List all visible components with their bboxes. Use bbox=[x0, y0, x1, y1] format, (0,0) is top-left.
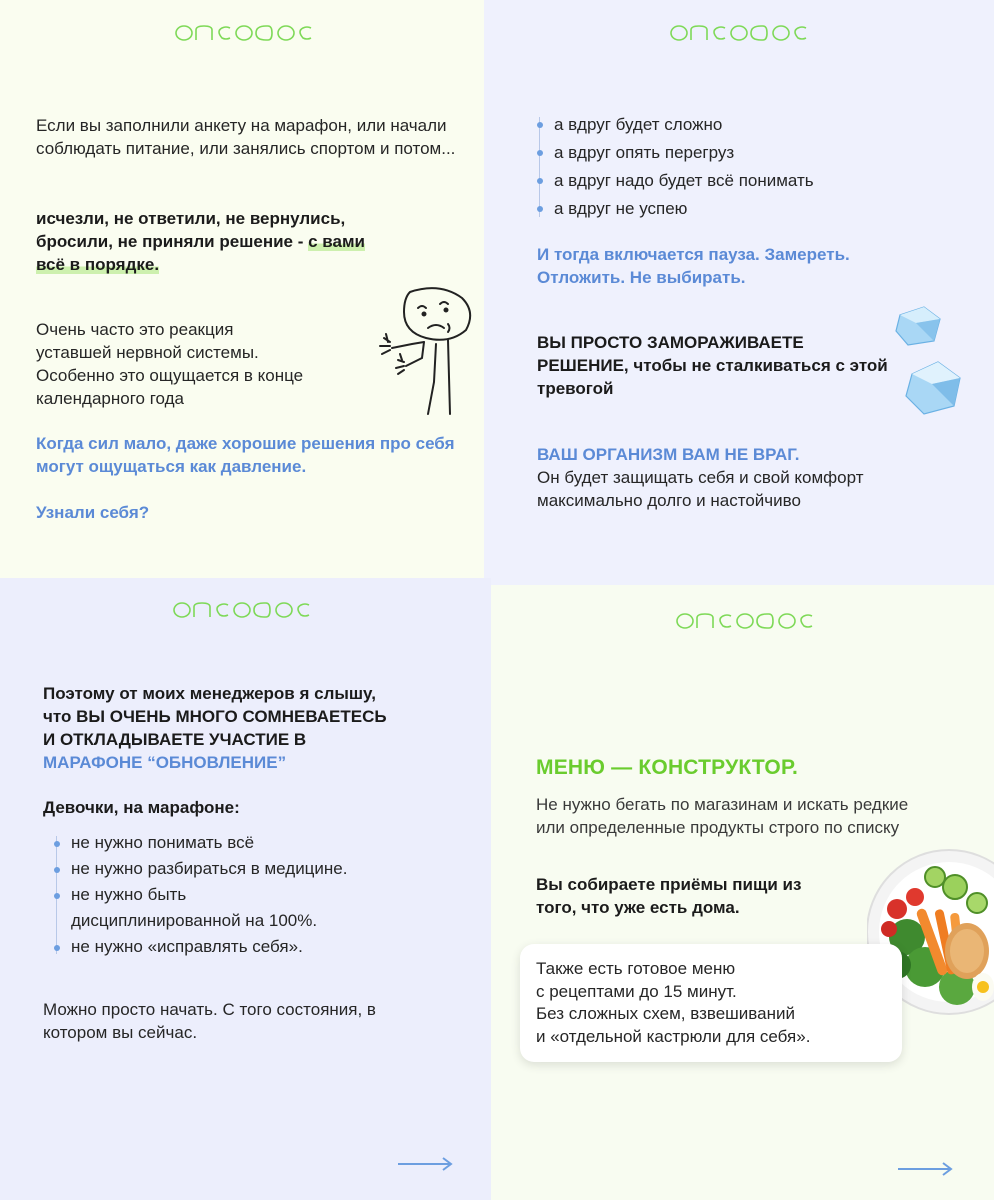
list-item: не нужно понимать всё bbox=[49, 830, 347, 856]
statement-line: что ВЫ ОЧЕНЬ МНОГО СОМНЕВАЕТЕСЬ bbox=[43, 707, 387, 726]
next-arrow-icon[interactable] bbox=[398, 1157, 454, 1171]
managers-statement bbox=[43, 682, 473, 774]
girls-heading: Девочки, на марафоне: bbox=[43, 798, 240, 817]
tired-doodle-illustration bbox=[364, 282, 484, 422]
worries-list bbox=[532, 111, 814, 223]
oncodoc-logo bbox=[669, 21, 809, 43]
nervous-system-paragraph bbox=[36, 318, 396, 410]
bold-line-1: исчезли, не ответили, не вернулись, bbox=[36, 209, 346, 228]
para-line: Особенно это ощущается в конце bbox=[36, 366, 304, 385]
statement-line: Поэтому от моих менеджеров я слышу, bbox=[43, 684, 376, 703]
highlight-1: с вами bbox=[308, 232, 365, 251]
list-item: не нужно «исправлять себя». bbox=[49, 934, 347, 960]
highlight-2: всё в порядке. bbox=[36, 255, 160, 274]
home-food-statement: Вы собираете приёмы пищи из того, что уже есть дома. bbox=[536, 875, 802, 917]
para-line: уставшей нервной системы. bbox=[36, 343, 259, 362]
list-item-text: дисциплинированной на 100%. bbox=[71, 911, 318, 930]
slide-1 bbox=[0, 0, 484, 578]
blue-paragraph: Когда сил мало, даже хорошие решения про себя могут ощущаться как давление. bbox=[36, 434, 455, 476]
list-item: а вдруг надо будет всё понимать bbox=[532, 167, 814, 195]
closing-paragraph: Можно просто начать. С того состояния, в котором вы сейчас. bbox=[43, 1000, 376, 1042]
shops-paragraph: Не нужно бегать по магазинам и искать редкие или определенные продукты строго по списку bbox=[536, 795, 909, 837]
menu-heading: МЕНЮ — КОНСТРУКТОР. bbox=[536, 756, 799, 779]
oncodoc-logo-mark bbox=[669, 21, 809, 43]
slide-3 bbox=[0, 578, 491, 1200]
slide-2 bbox=[484, 0, 994, 585]
pause-paragraph: И тогда включается пауза. Замереть. Отложить. Не выбирать. bbox=[537, 245, 850, 287]
list-item: а вдруг будет сложно bbox=[532, 111, 814, 139]
card-line: Также есть готовое меню bbox=[536, 959, 736, 978]
next-arrow-icon[interactable] bbox=[898, 1162, 954, 1176]
statement-line: И ОТКЛАДЫВАЕТЕ УЧАСТИЕ В bbox=[43, 730, 307, 749]
card-line: Без сложных схем, взвешиваний bbox=[536, 1004, 795, 1023]
organism-paragraph: Он будет защищать себя и свой комфорт максимально долго и настойчиво bbox=[537, 468, 864, 510]
para-line: Очень часто это реакция bbox=[36, 320, 234, 339]
card-line: и «отдельной кастрюли для себя». bbox=[536, 1026, 811, 1046]
bold-line-2: бросили, не приняли решение - bbox=[36, 232, 309, 251]
list-item-text: не нужно быть bbox=[71, 885, 187, 904]
card-line: с рецептами до 15 минут. bbox=[536, 981, 737, 1001]
freeze-statement: ВЫ ПРОСТО ЗАМОРАЖИВАЕТЕ РЕШЕНИЕ, чтобы не сталкиваться с этой тревогой bbox=[537, 333, 888, 398]
list-item bbox=[49, 882, 347, 934]
list-item: не нужно разбираться в медицине. bbox=[49, 856, 347, 882]
question-text: Узнали себя? bbox=[36, 503, 150, 522]
oncodoc-logo bbox=[174, 21, 314, 43]
oncodoc-logo-mark bbox=[174, 21, 314, 43]
oncodoc-logo bbox=[172, 598, 312, 620]
ice-cube-icon bbox=[904, 360, 962, 416]
list-item: а вдруг опять перегруз bbox=[532, 139, 814, 167]
ready-menu-card bbox=[520, 944, 902, 1062]
oncodoc-logo-mark bbox=[675, 609, 815, 631]
bold-statement bbox=[36, 207, 466, 276]
card-text bbox=[536, 958, 886, 1048]
oncodoc-logo-mark bbox=[172, 598, 312, 620]
no-need-list bbox=[49, 830, 347, 960]
marathon-name: МАРАФОНЕ “ОБНОВЛЕНИЕ” bbox=[43, 753, 287, 772]
ice-cube-icon bbox=[894, 305, 942, 347]
list-item: а вдруг не успею bbox=[532, 195, 814, 223]
slide-4 bbox=[491, 585, 994, 1200]
intro-paragraph: Если вы заполнили анкету на марафон, или начали соблюдать питание, или занялись спортом и потом... bbox=[36, 116, 456, 158]
oncodoc-logo bbox=[675, 609, 815, 631]
organism-heading: ВАШ ОРГАНИЗМ ВАМ НЕ ВРАГ. bbox=[537, 445, 800, 464]
para-line: календарного года bbox=[36, 389, 184, 408]
